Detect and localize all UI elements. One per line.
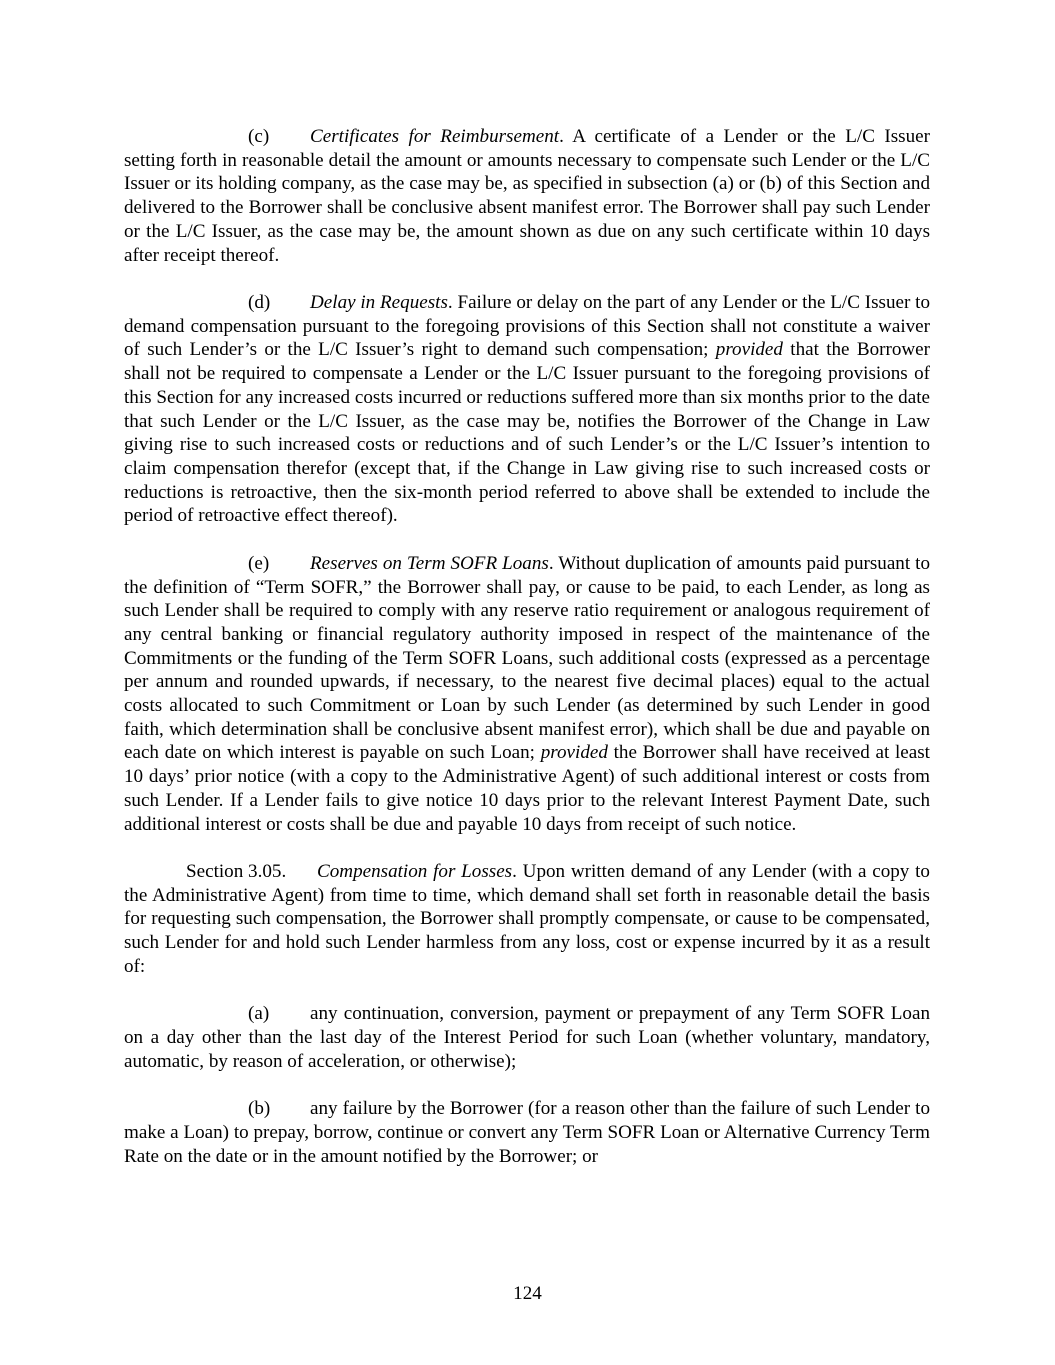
paragraph-label: (e) — [248, 552, 270, 574]
section-body: Upon written demand of any Lender (with a copy to the Administrative Agent) from time to time, which demand shall set forth in reasonable detail the basis for requesting such compensation, the Borrower shall promptly compensate, or cause to be compensated, such Lender for and hold such Lender harmless from any loss, cost or expense incurred by it as a result of: — [124, 861, 930, 977]
paragraph-body-continued: the Borrower shall have received at least 10 days’ prior notice (with a copy to the Administrative Agent) of such additional interest or costs from such Lender. If a Lender fails to give notice 10 days prior to the relevant Interest Payment Date, such additional interest or costs shall be due and payable 10 days from receipt of such notice. — [124, 742, 930, 835]
paragraph-body: A certificate of a Lender or the L/C Issuer setting forth in reasonable detail the amount or amounts necessary to compensate such Lender or the L/C Issuer or its holding company, as the case may be, as specified in subsection (a) or (b) of this Section and delivered to the Borrower shall be conclusive absent manifest error. The Borrower shall pay such Lender or the L/C Issuer, as the case may be, the amount shown as due on any such certificate within 10 days after receipt thereof. — [124, 126, 930, 266]
paragraph-body: Failure or delay on the part of any Lender or the L/C Issuer to demand compensation pursuant to the foregoing provisions of this Section shall not constitute a waiver of such Lender’s or the L/C Issuer’s right to demand such compensation; — [124, 292, 930, 361]
paragraph-b — [124, 1097, 930, 1168]
paragraph-heading: Reserves on Term SOFR Loans — [310, 552, 549, 574]
heading-period: . — [559, 126, 564, 147]
paragraph-label: (c) — [248, 126, 270, 147]
paragraph-c — [124, 125, 930, 267]
paragraph-body: any continuation, conversion, payment or prepayment of any Term SOFR Loan on a day other than the last day of the Interest Period for such Loan (whether voluntary, mandatory, automatic, by reason of acceleration, or otherwise); — [124, 1003, 930, 1072]
section-number: Section 3.05. — [186, 861, 287, 883]
heading-period: . — [447, 292, 453, 314]
paragraph-body: Without duplication of amounts paid pursuant to the definition of “Term SOFR,” the Borrower shall pay, or cause to be paid, to each Lender, as long as such Lender shall be required to comply with any reserve ratio requirement or analogous requirement of any central banking or financial regulatory authority imposed in respect of the maintenance of the Commitments or the funding of the Term SOFR Loans, such additional costs (expressed as a percentage per annum and rounded upwards, if necessary, to the nearest five decimal places) equal to the actual costs allocated to such Commitment or Loan by such Lender (as determined by such Lender in good faith, which determination shall be conclusive absent manifest error), which shall be due and payable on each date on which interest is payable on such Loan; — [124, 552, 930, 764]
section-heading: Compensation for Losses — [317, 861, 513, 883]
paragraph-a — [124, 1002, 930, 1073]
paragraph-body: any failure by the Borrower (for a reason other than the failure of such Lender to make a Loan) to prepay, borrow, continue or convert any Term SOFR Loan or Alternative Currency Term Rate on the date or in the amount notified by the Borrower; or — [124, 1098, 930, 1167]
paragraph-body-continued: that the Borrower shall not be required to compensate a Lender or the L/C Issuer pursuant to the foregoing provisions of this Section for any increased costs incurred or reductions suffered more than six months prior to the date that such Lender or the L/C Issuer, as the case may be, notifies the Borrower of the Change in Law giving rise to such increased costs or reductions and of such Lender’s or the L/C Issuer’s intention to claim compensation therefor (except that, if the Change in Law giving rise to such increased costs or reductions is retroactive, then the six-month period referred to above shall be extended to include the period of retroactive effect thereof). — [124, 339, 930, 527]
heading-period: . — [512, 861, 517, 883]
paragraph-label: (a) — [248, 1003, 270, 1025]
heading-period: . — [548, 552, 554, 574]
paragraph-label: (b) — [248, 1098, 271, 1120]
paragraph-label: (d) — [248, 292, 271, 314]
document-page — [124, 125, 930, 1192]
paragraph-d — [124, 291, 930, 528]
provided-term: provided — [715, 339, 783, 361]
page-number: 124 — [513, 1283, 542, 1304]
paragraph-e — [124, 552, 930, 836]
section-3-05 — [124, 860, 930, 979]
provided-term: provided — [540, 742, 608, 764]
paragraph-heading: Certificates for Reimbursement — [310, 126, 560, 147]
paragraph-heading: Delay in Requests — [310, 292, 448, 314]
